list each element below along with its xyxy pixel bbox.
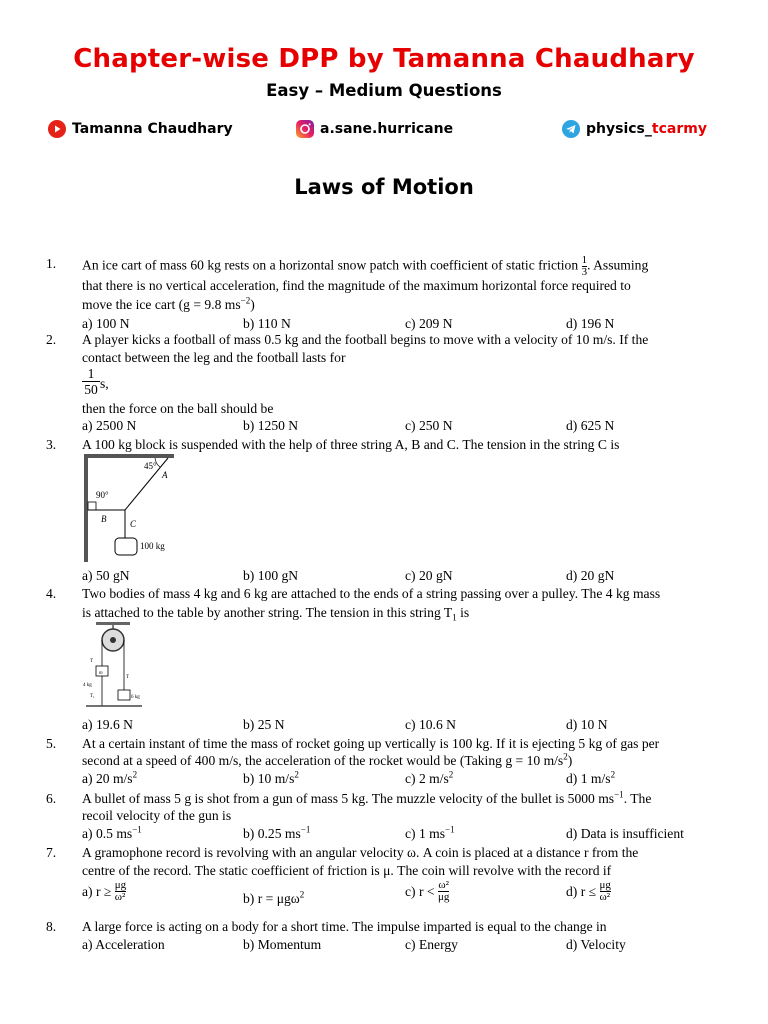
instagram-link[interactable] <box>296 120 453 138</box>
q2-option-a[interactable]: a) 2500 N <box>82 418 137 433</box>
q1-fraction: $\frac{1}{3}$ <box>581 254 588 278</box>
q7-line2: centre of the record. The static coefficient of friction is μ. The coin will revolve with the record if <box>82 863 612 878</box>
q3-tension-diagram <box>82 452 192 564</box>
question-number: 5. <box>46 736 57 751</box>
q2-line2: contact between the leg and the football lasts for <box>82 350 346 365</box>
q4-pulley-diagram <box>82 620 144 712</box>
q5-line2: second at a speed of 400 m/s, the acceleration of the rocket would be (Taking g = 10 $m/s^2$) <box>82 751 573 768</box>
youtube-link[interactable] <box>48 120 233 138</box>
q3-label-b: B <box>101 514 107 524</box>
q3-option-b[interactable]: b) 100 gN <box>243 568 299 583</box>
q4-label-t2: T <box>126 675 130 680</box>
page-subtitle: Easy – Medium Questions <box>266 81 502 100</box>
q5-option-c[interactable]: c) 2 $m/s^2$ <box>405 769 454 786</box>
q6-option-d[interactable]: d) Data is insufficient <box>566 826 684 841</box>
q8-option-d[interactable]: d) Velocity <box>566 937 626 952</box>
q7-line1: A gramophone record is revolving with an angular velocity ω. A coin is placed at a distance r from the <box>82 845 639 860</box>
instagram-handle: a.sane.hurricane <box>320 121 454 137</box>
q3-option-a[interactable]: a) 50 gN <box>82 568 130 583</box>
q5-option-d[interactable]: d) 1 $m/s^2$ <box>566 769 616 786</box>
q2-option-d[interactable]: d) 625 N <box>566 418 615 433</box>
q4-label-6kg: 6 kg <box>131 695 140 700</box>
telegram-handle-a: physics_ <box>586 121 652 137</box>
q4-line2: is attached to the table by another string. The tension in this string $T_1$ is <box>82 605 470 623</box>
q4-label-4kg: 4 kg <box>83 683 92 688</box>
q8-option-a[interactable]: a) Acceleration <box>82 937 165 952</box>
youtube-icon <box>48 120 66 138</box>
q4-label-t: T <box>90 659 94 664</box>
q5-option-b[interactable]: b) 10 $m/s^2$ <box>243 769 299 786</box>
chapter-heading: Laws of Motion <box>294 175 474 199</box>
q3-label-c: C <box>130 519 137 529</box>
question-1-text <box>82 255 722 278</box>
q4-option-c[interactable]: c) 10.6 N <box>405 717 456 732</box>
page-title: Chapter-wise DPP by Tamanna Chaudhary <box>73 44 695 74</box>
q6-option-c[interactable]: c) 1 $ms^{-1}$ <box>405 824 455 841</box>
q3-line1: A 100 kg block is suspended with the help of three string A, B and C. The tension in the string C is <box>82 437 620 452</box>
q4-option-b[interactable]: b) 25 N <box>243 717 285 732</box>
q2-fraction: 1 50 <box>82 366 100 397</box>
q3-angle-90: 90° <box>96 490 109 500</box>
q8-option-b[interactable]: b) Momentum <box>243 937 322 952</box>
telegram-icon <box>562 120 580 138</box>
question-number: 7. <box>46 845 57 860</box>
q6-option-a[interactable]: a) 0.5 $ms^{-1}$ <box>82 824 142 841</box>
youtube-handle: Tamanna Chaudhary <box>72 121 233 137</box>
q6-option-b[interactable]: b) 0.25 $ms^{-1}$ <box>243 824 311 841</box>
q5-option-a[interactable]: a) 20 $m/s^2$ <box>82 769 138 786</box>
q1-option-d[interactable]: d) 196 N <box>566 316 615 331</box>
question-number: 4. <box>46 586 57 601</box>
instagram-icon <box>296 120 314 138</box>
q2-option-c[interactable]: c) 250 N <box>405 418 453 433</box>
q2-line1: A player kicks a football of mass 0.5 kg and the football begins to move with a velocity of 10 m/s. If the <box>82 332 649 347</box>
q2-option-b[interactable]: b) 1250 N <box>243 418 299 433</box>
q3-option-d[interactable]: d) 20 gN <box>566 568 615 583</box>
q7-option-a[interactable]: a) r ≥ $\frac{\mu g}{\text{ω²}}$ <box>82 879 127 903</box>
q4-option-a[interactable]: a) 19.6 N <box>82 717 133 732</box>
q4-option-d[interactable]: d) 10 N <box>566 717 608 732</box>
q1-line2: that there is no vertical acceleration, find the magnitude of the maximum horizontal force required to <box>82 278 631 293</box>
question-number: 3. <box>46 437 57 452</box>
question-number: 6. <box>46 791 57 806</box>
q1-line3: move the ice cart (g = 9.8 $ms^{-2}$) <box>82 295 255 312</box>
question-number: 2. <box>46 332 57 347</box>
q6-line1: A bullet of mass 5 g is shot from a gun of mass 5 kg. The muzzle velocity of the bullet is 5000 $ms^{-1}$. The <box>82 789 652 806</box>
q1-line1-end: . Assuming <box>587 257 649 273</box>
q2-unit: s, <box>100 376 109 391</box>
telegram-link[interactable] <box>562 120 707 138</box>
q4-label-t1: T₁ <box>90 694 95 699</box>
q4-line1: Two bodies of mass 4 kg and 6 kg are attached to the ends of a string passing over a pulley. The 4 kg mass <box>82 586 661 601</box>
q1-option-a[interactable]: a) 100 N <box>82 316 130 331</box>
question-number: 1. <box>46 256 57 271</box>
q8-line1: A large force is acting on a body for a short time. The impulse imparted is equal to the change in <box>82 919 607 934</box>
q8-option-c[interactable]: c) Energy <box>405 937 458 952</box>
q3-angle-45: 45° <box>144 461 157 471</box>
q7-option-d[interactable]: d) r ≤ $\frac{\mu g}{\text{ω²}}$ <box>566 879 611 903</box>
q1-line1: An ice cart of mass 60 kg rests on a horizontal snow patch with coefficient of static friction <box>82 257 579 273</box>
q4-label-m: m <box>99 671 103 676</box>
q3-option-c[interactable]: c) 20 gN <box>405 568 453 583</box>
q7-option-c[interactable]: c) r < $\frac{\text{ω²}}{\mu g}$ <box>405 879 450 903</box>
q3-label-a: A <box>162 470 168 480</box>
q3-mass-label: 100 kg <box>140 541 165 551</box>
telegram-handle-b: tcarmy <box>651 121 707 137</box>
q1-option-c[interactable]: c) 209 N <box>405 316 453 331</box>
q6-line2: recoil velocity of the gun is <box>82 808 232 823</box>
q2-line3: then the force on the ball should be <box>82 401 274 416</box>
question-number: 8. <box>46 919 57 934</box>
q5-line1: At a certain instant of time the mass of rocket going up vertically is 100 kg. If it is ejecting 5 kg of gas per <box>82 736 660 751</box>
q7-option-b[interactable]: b) r = μgω$^2$ <box>243 889 305 906</box>
q1-option-b[interactable]: b) 110 N <box>243 316 291 331</box>
